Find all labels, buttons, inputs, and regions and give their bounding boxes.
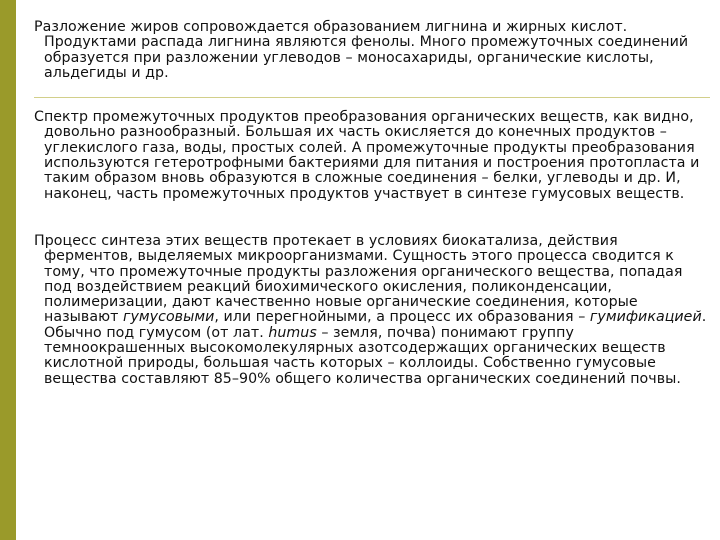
divider-line (34, 97, 710, 98)
slide-content (34, 20, 710, 387)
humus-italic-term-1: гумусовыми (122, 309, 215, 326)
left-accent-bar (0, 0, 16, 540)
humus-text-part-2: , или перегнойными, а процесс их образования – (214, 309, 590, 326)
paragraph-intermediate-products: Спектр промежуточных продуктов преобразования органических веществ, как видно, довольно разнообразный. Большая их часть окисляется до конечных продуктов – углекислого газа, воды, простых солей. А промежуточные продукты преобразования используются гетеротрофными бактериями для питания и построения протопласта и таким образом вновь образуются в сложные соединения – белки, углеводы и др. И, наконец, часть промежуточных продуктов участвует в синтезе гумусовых веществ. (34, 109, 700, 202)
humus-text-part-4: – земля, почва) понимают группу темноокрашенных высокомолекулярных азотсодержащих органических веществ кислотной природы, большая часть которых – коллоиды. Собственно гумусовые вещества составляют 85–90% общего количества органических соединений почвы. (44, 324, 681, 387)
humus-italic-term-3: humus (268, 324, 317, 341)
paragraph-fat-decomposition: Разложение жиров сопровождается образованием лигнина и жирных кислот. Продуктами распада лигнина являются фенолы. Много промежуточных соединений образуется при разложении углеводов – моносахариды, органические кислоты, альдегиды и др. (34, 19, 689, 81)
humus-text-part-3: . Обычно под гумусом (от лат. (44, 309, 707, 341)
humus-text-part-1: Процесс синтеза этих веществ протекает в условиях биокатализа, действия ферментов, выделяемых микроорганизмами. Сущность этого процесса сводится к тому, что промежуточные продукты разложения органического вещества, попадая под воздействием реакций биохимического окисления, поликонденсации, полимеризации, дают качественно новые органические соединения, которые называют (34, 232, 683, 326)
humus-italic-term-2: гумификацией (589, 309, 702, 326)
spacer (34, 202, 710, 234)
paragraph-humus-synthesis (34, 234, 710, 387)
